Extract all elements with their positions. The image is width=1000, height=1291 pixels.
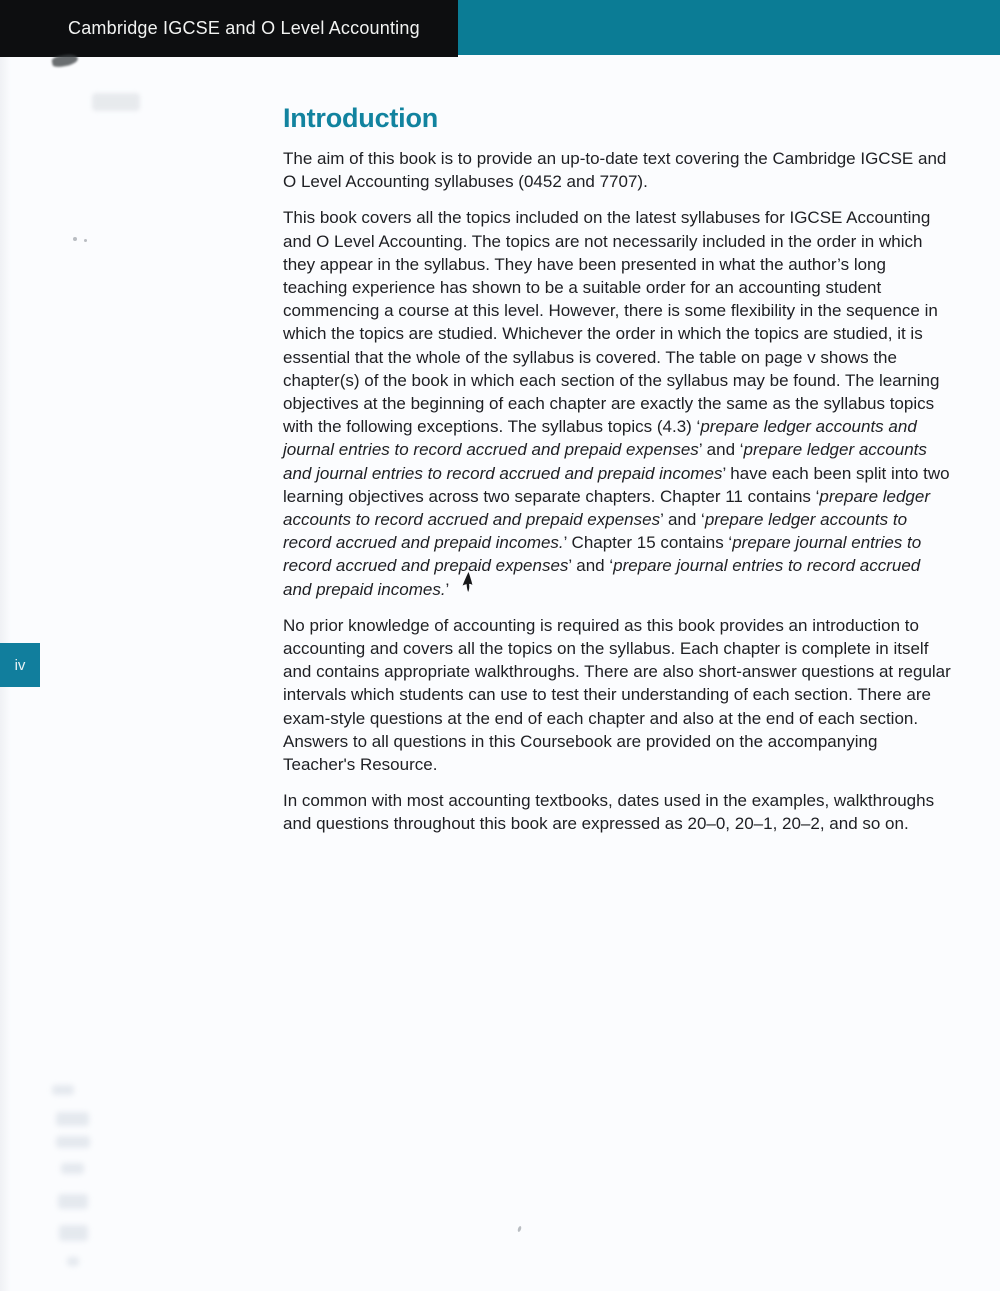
intro-paragraph-4: In common with most accounting textbooks, dates used in the examples, walkthroughs and questions throughout this book are expressed as 20–0, 20–1, 20–2, and so on. [283,791,935,834]
show-through-mark [56,1136,90,1148]
scan-speck [517,1226,522,1233]
show-through-mark [59,1225,88,1241]
mouse-cursor [461,572,477,594]
intro-paragraph-2: This book covers all the topics included on the latest syllabuses for IGCSE Accounting and O Level Accounting. The topics are not necessarily included in the order in which they appear in the syllabus. They have been presented in what the author’s long teaching experience has shown to be a suitable order for an accounting student commencing a course at this level. However, there is some flexibility in the sequence in which the topics are studied. Whichever the order in which the topics are studied, it is essential that the whole of the syllabus is covered. The table on page v shows the chapter(s) of the book in which each section of the syllabus may be found. The learning objectives at the beginning of each chapter are exactly the same as the syllabus topics with the following exceptions. The syllabus topics (4.3) ‘prepare ledger accounts and journal entries to record accrued and prepaid expenses’ and ‘prepare ledger accounts and journal entries to record accrued and prepaid incomes’ have each been split into two learning objectives across two separate chapters. Chapter 11 contains ‘prepare ledger accounts to record accrued and prepaid expenses’ and ‘prepare ledger accounts to record accrued and prepaid incomes.’ Chapter 15 contains ‘prepare journal entries to record accrued and prepaid expenses’ and ‘prepare journal entries to record accrued and prepaid incomes.’ [283,208,950,599]
page-number-label: iv [14,656,26,674]
scan-speck [84,239,87,242]
scan-speck [73,237,77,241]
book-title: Cambridge IGCSE and O Level Accounting [68,18,420,38]
intro-paragraph-1: The aim of this book is to provide an up-to-date text covering the Cambridge IGCSE and O Level Accounting syllabuses (0452 and 7707). [283,149,947,192]
show-through-mark [67,1257,79,1266]
intro-paragraph-3: No prior knowledge of accounting is required as this book provides an introduction to accounting and covers all the topics on the syllabus. Each chapter is complete in itself and contains appropriate walkthroughs. There are also short-answer questions at regular intervals which students can use to test their understanding of each section. There are exam-style questions at the end of each chapter and also at the end of each section. Answers to all questions in this Coursebook are provided on the accompanying Teacher's Resource. [283,615,951,775]
show-through-mark [56,1112,89,1126]
main-text-column [283,103,953,849]
scan-smudge [92,93,140,111]
show-through-mark [61,1163,84,1174]
header-accent-bar [458,0,1000,55]
show-through-mark [58,1194,88,1209]
header-bar-black [0,0,458,57]
show-through-mark [52,1085,74,1095]
page-number-tab [0,643,40,687]
page-title: Introduction [283,103,439,133]
